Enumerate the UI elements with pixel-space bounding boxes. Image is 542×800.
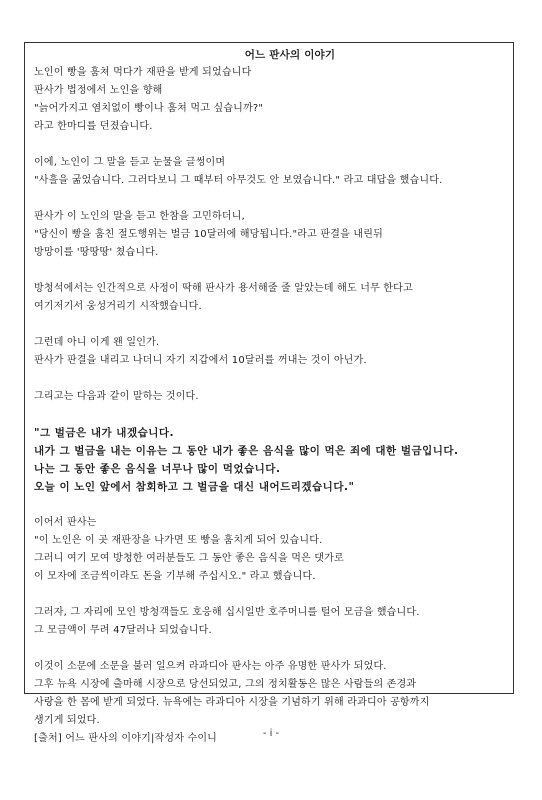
paragraph-gap — [34, 496, 506, 514]
bold-quote-line: "그 벌금은 내가 내겠습니다. — [34, 427, 174, 439]
text-line: 이어서 판사는 — [34, 517, 97, 528]
paragraph-gap — [34, 370, 506, 388]
text-line: 방망이를 '땅땅땅' 쳤습니다. — [34, 247, 159, 258]
bold-quote-line: 오늘 이 노인 앞에서 참회하고 그 벌금을 대신 내어드리겠습니다." — [34, 481, 355, 493]
text-line: 그후 뉴욕 시장에 출마해 시장으로 당선되었고, 그의 정치활동은 많은 사람들의 존경과 — [34, 679, 417, 690]
text-line: "늙어가지고 염치없이 빵이나 훔쳐 먹고 싶습니까?" — [34, 103, 264, 114]
document-title: 어느 판사의 이야기 — [244, 49, 336, 61]
bold-quote-line: 나는 그 동안 좋은 음식을 너무나 많이 먹었습니다. — [34, 463, 281, 475]
text-line: 이 모자에 조금씩이라도 돈을 기부해 주십시오." 라고 했습니다. — [34, 571, 316, 582]
paragraph-gap — [34, 640, 506, 658]
source-credit: [출처] 어느 판사의 이야기|작성자 수이니 — [34, 733, 218, 744]
text-line: 그리고는 다음과 같이 말하는 것이다. — [34, 391, 199, 402]
text-line: 판사가 이 노인의 말을 듣고 한참을 고민하더니, — [34, 211, 245, 222]
text-line: 생기게 되었다. — [34, 715, 100, 726]
paragraph-gap — [34, 262, 506, 280]
page-number: - i - — [262, 728, 280, 739]
text-line: 여기저기서 웅성거리기 시작했습니다. — [34, 301, 202, 312]
paragraph-gap — [34, 190, 506, 208]
text-line: "이 노인은 이 곳 재판장을 나가면 또 빵을 훔치게 되어 있습니다. — [34, 535, 323, 546]
text-line: 라고 한마디를 던졌습니다. — [34, 121, 153, 132]
text-line: "사흘을 굶었습니다. 그러다보니 그 때부터 아무것도 안 보였습니다." 라고 대답을 했습니다. — [34, 175, 443, 186]
paragraph-gap — [34, 586, 506, 604]
text-line: 사랑을 한 몸에 받게 되었다. 뉴욕에는 라과디아 시장을 기념하기 위해 라과디아 공항까지 — [34, 697, 430, 708]
document-body — [34, 46, 506, 748]
paragraph-gap — [34, 316, 506, 334]
text-line: 그런데 아니 이게 왠 일인가. — [34, 337, 160, 348]
text-line: 판사가 판결을 내리고 나더니 자기 지갑에서 10달러를 꺼내는 것이 아닌가. — [34, 355, 367, 366]
text-line: 이것이 소문에 소문을 불러 일으켜 라과디아 판사는 아주 유명한 판사가 되었다. — [34, 661, 387, 672]
text-line: 그러니 여기 모여 방청한 여러분들도 그 동안 좋은 음식을 먹은 댓가로 — [34, 553, 344, 564]
text-line: 그러자, 그 자리에 모인 방청객들도 호응해 십시일반 호주머니를 털어 모금을 했습니다. — [34, 607, 420, 618]
text-line: 판사가 법정에서 노인을 향해 — [34, 85, 163, 96]
text-line: 노인이 빵을 훔쳐 먹다가 재판을 받게 되었습니다 — [34, 67, 252, 78]
text-line: 방청석에서는 인간적으로 사정이 딱해 판사가 용서해줄 줄 알았는데 해도 너무 한다고 — [34, 283, 413, 294]
text-line: 이에, 노인이 그 말을 듣고 눈물을 글썽이며 — [34, 157, 226, 168]
bold-quote-line: 내가 그 벌금을 내는 이유는 그 동안 내가 좋은 음식을 많이 먹은 죄에 대한 벌금입니다. — [34, 445, 459, 457]
text-line: "당신이 빵을 훔친 절도행위는 벌금 10달러에 해당됩니다."라고 판결을 내린뒤 — [34, 229, 383, 240]
paragraph-gap — [34, 406, 506, 424]
text-line: 그 모금액이 무려 47달러나 되었습니다. — [34, 625, 212, 636]
paragraph-gap — [34, 136, 506, 154]
